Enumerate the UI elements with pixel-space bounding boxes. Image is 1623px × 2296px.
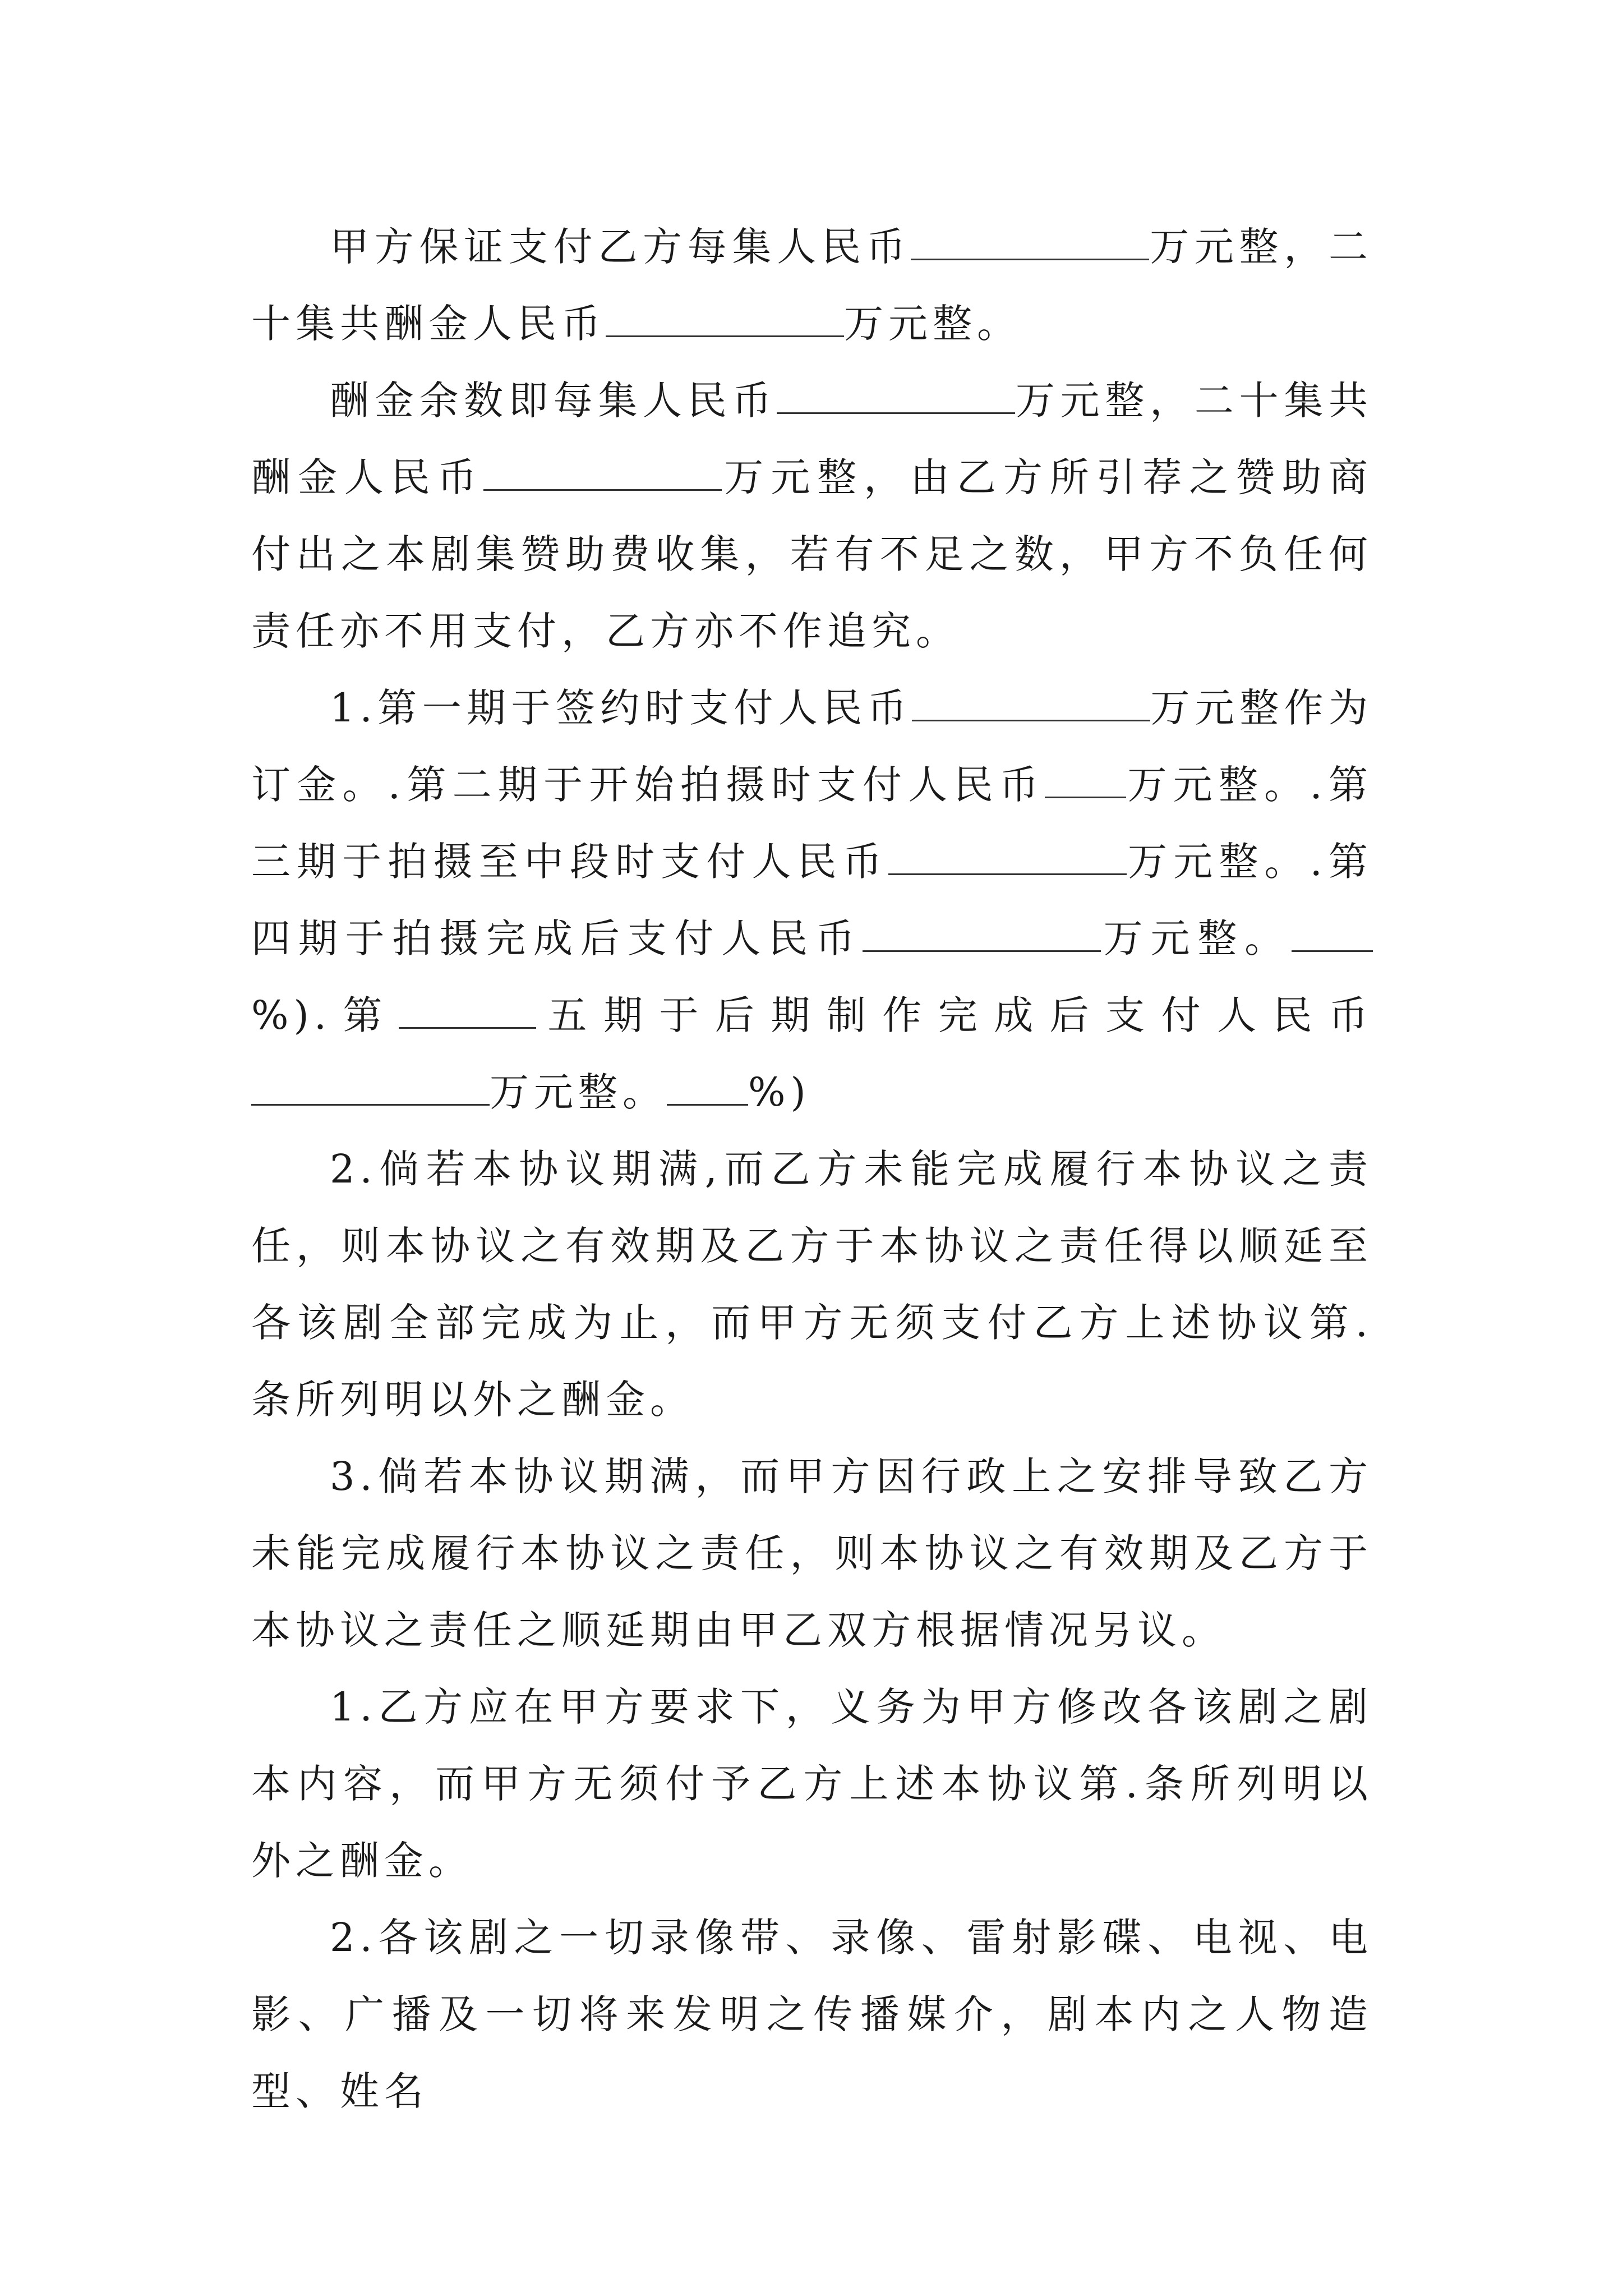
paragraph — [251, 1438, 1373, 1669]
fill-in-blank — [912, 686, 1150, 721]
paragraph-text: 酬金余数即每集人民币 — [330, 378, 777, 424]
paragraph-text: 万元整，二十集共酬金人民币 — [251, 378, 1373, 500]
paragraph — [251, 1669, 1373, 1899]
paragraph-text: 万元整，由乙方所引荐之赞助商付出之本剧集赞助费收集，若有不足之数，甲方不负任何责任亦不用支付，乙方亦不作追究。 — [251, 454, 1373, 654]
paragraph-text: 万元整。.第三期于拍摄至中段时支付人民币 — [251, 762, 1373, 885]
fill-in-blank — [251, 1070, 490, 1106]
paragraph-text: 万元整。.第四期于拍摄完成后支付人民币 — [251, 839, 1373, 961]
fill-in-blank — [483, 455, 722, 491]
paragraph — [251, 362, 1373, 670]
paragraph-text: 万元整作为订金。.第二期于开始拍摄时支付人民币 — [251, 685, 1373, 808]
paragraph-text: %).第 — [251, 992, 399, 1038]
paragraph-text: 2.倘若本协议期满,而乙方未能完成履行本协议之责任，则本协议之有效期及乙方于本协议之责任得以顺延至各该剧全部完成为止，而甲方无须支付乙方上述协议第.条所列明以外之酬金。 — [251, 1146, 1373, 1423]
fill-in-blank — [777, 379, 1015, 414]
paragraph-text: 3.倘若本协议期满，而甲方因行政上之安排导致乙方未能完成履行本协议之责任，则本协议之有效期及乙方于本协议之责任之顺延期由甲乙双方根据情况另议。 — [251, 1453, 1373, 1653]
paragraph — [251, 670, 1373, 1131]
fill-in-blank — [667, 1070, 748, 1106]
document-body — [251, 209, 1373, 2130]
fill-in-blank — [863, 917, 1101, 952]
paragraph-text: 万元整。 — [844, 301, 1021, 347]
paragraph-text: 万元整，二十集共酬金人民币 — [251, 224, 1373, 347]
paragraph-text: 2.各该剧之一切录像带、录像、雷射影碟、电视、电影、广播及一切将来发明之传播媒介，剧本内之人物造型、姓名 — [251, 1915, 1373, 2114]
paragraph — [251, 1131, 1373, 1438]
paragraph-text: 万元整。 — [1100, 915, 1292, 961]
fill-in-blank — [911, 225, 1149, 260]
paragraph-text: %) — [748, 1069, 811, 1115]
paragraph-text: 1.第一期于签约时支付人民币 — [330, 685, 912, 731]
paragraph — [251, 209, 1373, 362]
fill-in-blank — [1292, 917, 1373, 952]
paragraph — [251, 1899, 1373, 2130]
fill-in-blank — [606, 302, 844, 337]
paragraph-text: 1.乙方应在甲方要求下，义务为甲方修改各该剧之剧本内容，而甲方无须付予乙方上述本协议第.条所列明以外之酬金。 — [251, 1684, 1373, 1884]
paragraph-text: 万元整。 — [490, 1069, 667, 1115]
fill-in-blank — [888, 840, 1127, 875]
paragraph-text: 甲方保证支付乙方每集人民币 — [330, 224, 911, 270]
fill-in-blank — [1045, 763, 1126, 798]
paragraph-text: 五期于后期制作完成后支付人民币 — [536, 992, 1373, 1038]
fill-in-blank — [399, 993, 536, 1029]
